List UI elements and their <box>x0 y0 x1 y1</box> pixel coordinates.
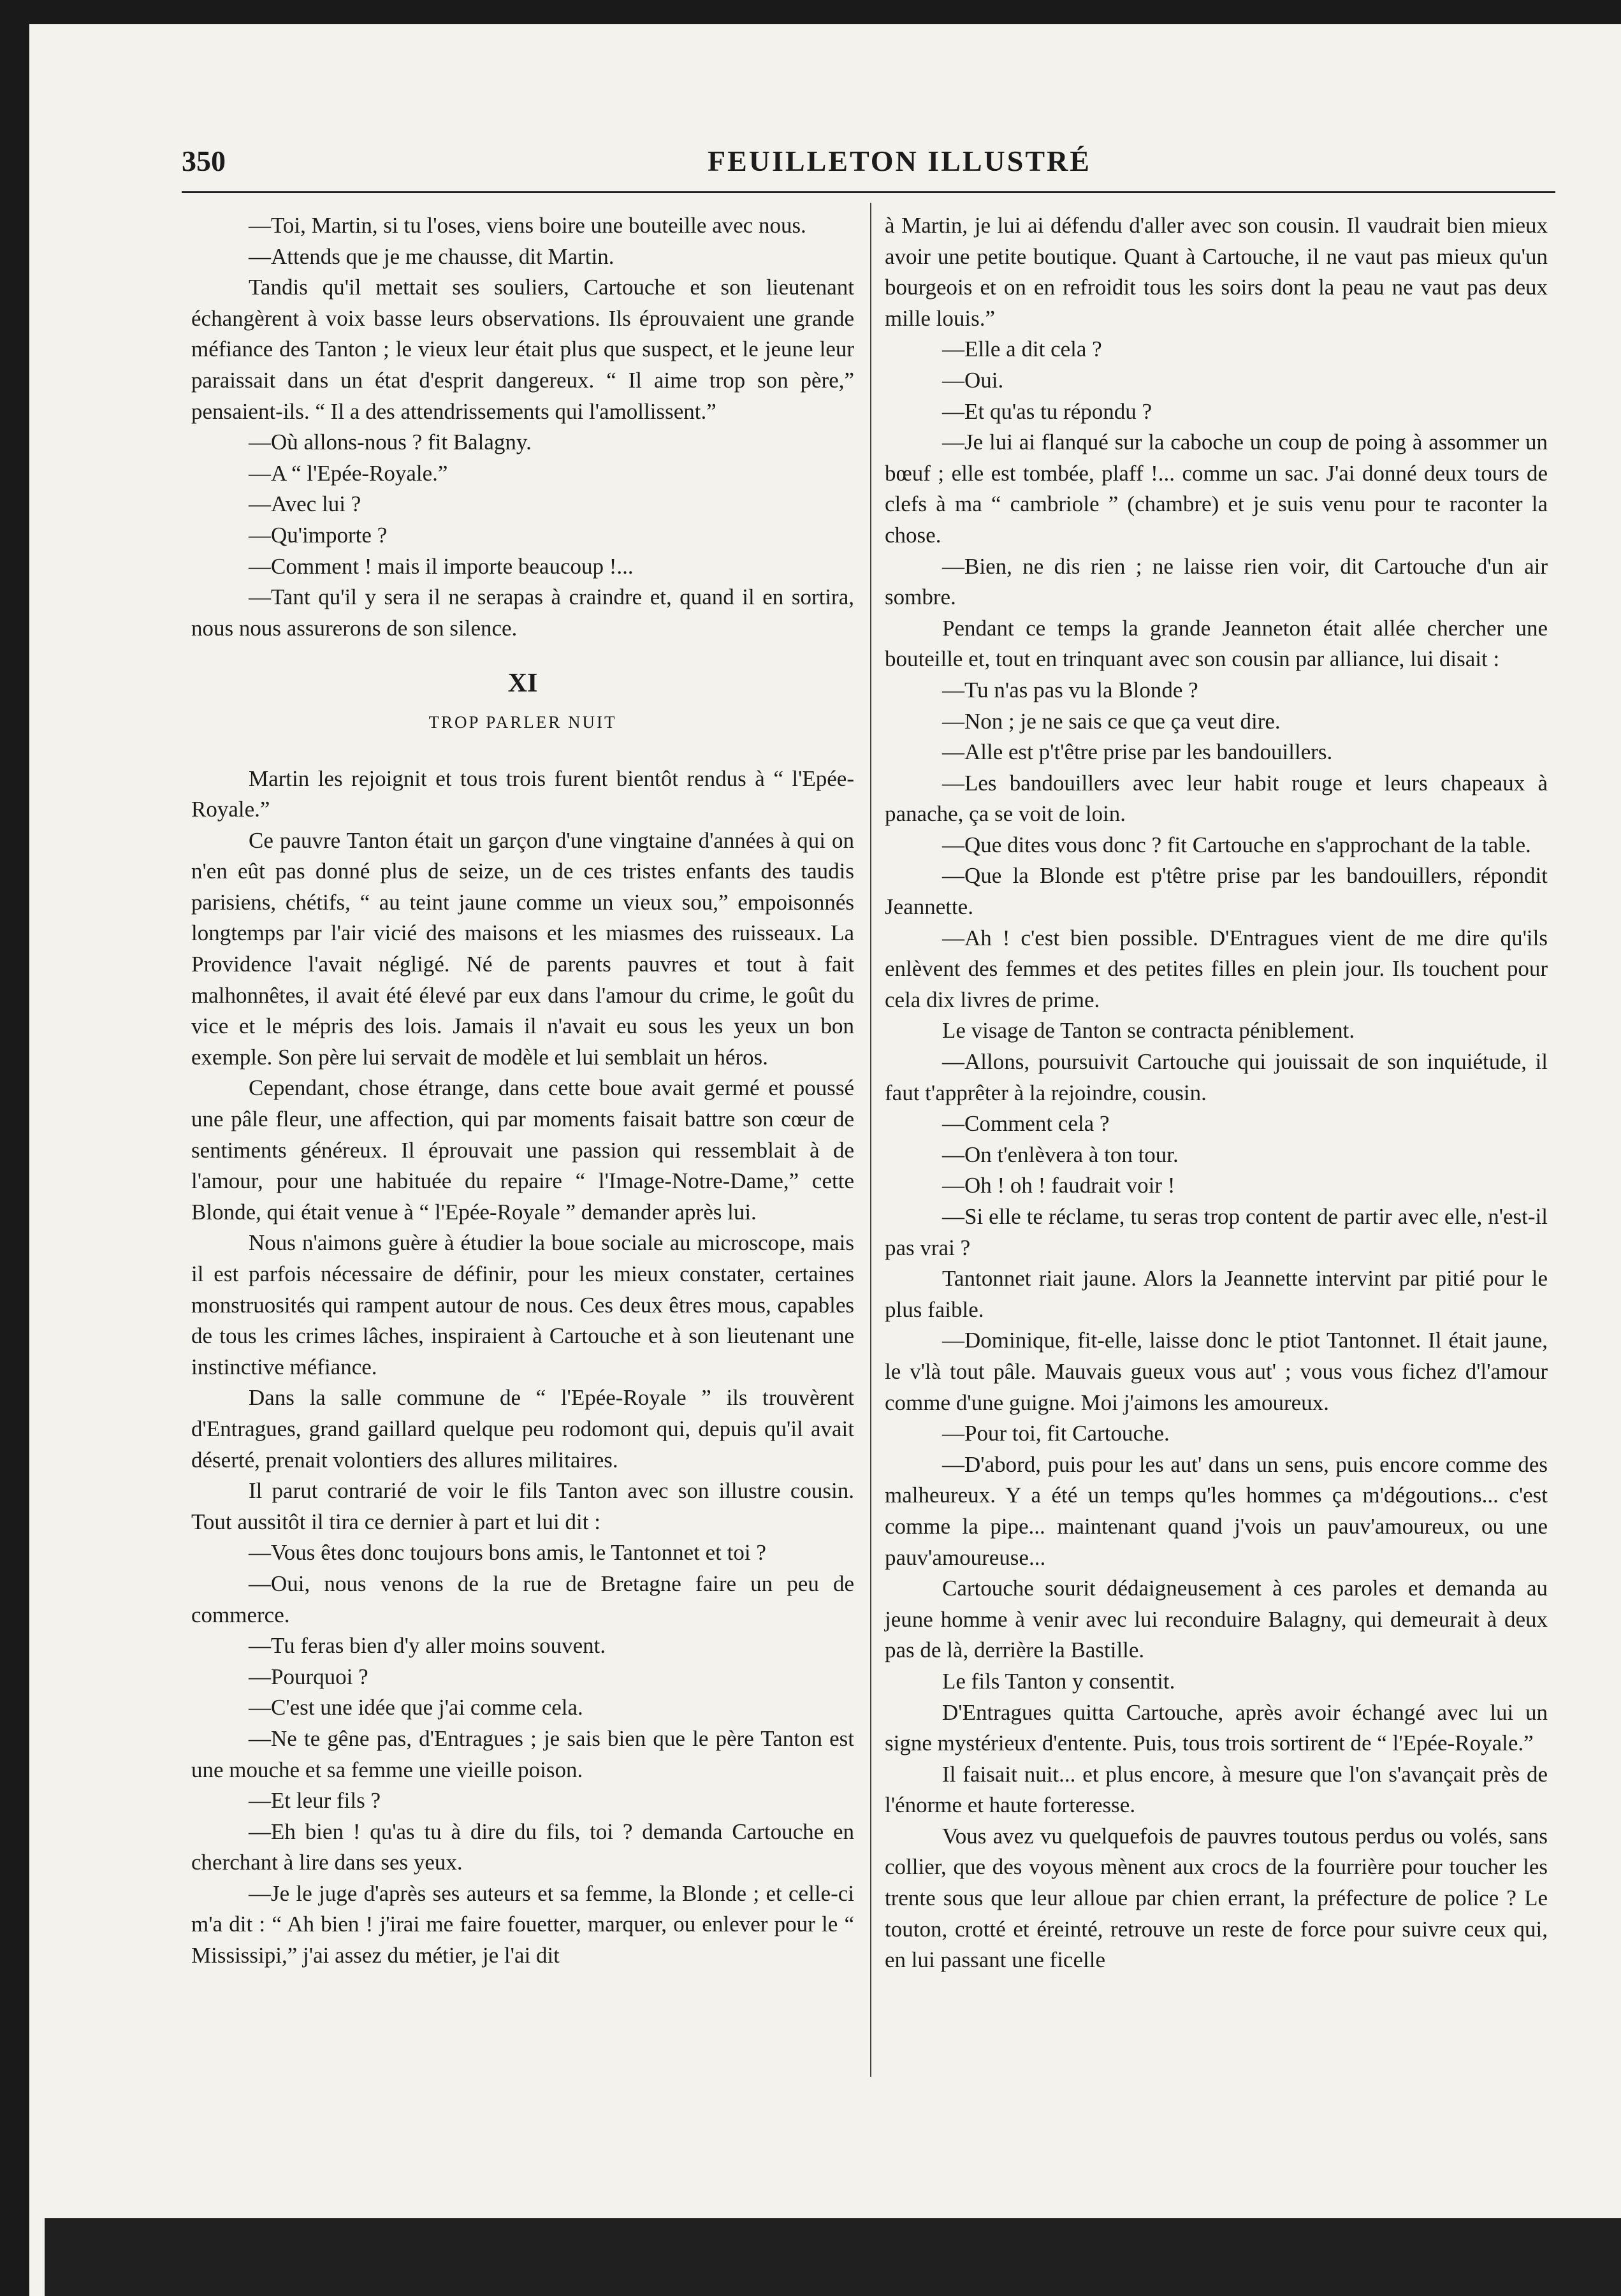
paragraph: —Ah ! c'est bien possible. D'Entragues vient de me dire qu'ils enlèvent des femmes et des petites filles en plein jour. Ils touchent pour cela dix livres de prime. <box>885 925 1548 1012</box>
paragraph: —Attends que je me chausse, dit Martin. <box>249 243 614 269</box>
paragraph: Martin les rejoignit et tous trois furent bientôt rendus à “ l'Epée-Royale.” <box>191 766 854 822</box>
paragraph: Cartouche sourit dédaigneusement à ces paroles et demanda au jeune homme à venir avec lui reconduire Balagny, qui demeurait à deux pas de là, derrière la Bastille. <box>885 1576 1548 1663</box>
paragraph: Vous avez vu quelquefois de pauvres toutous perdus ou volés, sans collier, que des voyous mènent aux crocs de la fourrière pour toucher les trente sous que leur alloue par chien errant, la préfecture de police ? Le touton, crotté et éreinté, retrouve un reste de force pour suivre ceux qui, en lui passant une ficelle <box>885 1823 1548 1973</box>
paragraph: —Tu feras bien d'y aller moins souvent. <box>249 1633 606 1659</box>
paragraph: —Tu n'as pas vu la Blonde ? <box>942 677 1198 702</box>
page-number: 350 <box>182 145 226 177</box>
left-column <box>191 210 854 1972</box>
running-head: FEUILLETON ILLUSTRÉ <box>708 145 1091 177</box>
scan-top-border <box>0 0 1621 24</box>
paragraph: Il parut contrarié de voir le fils Tanton avec son illustre cousin. Tout aussitôt il tira ce dernier à part et lui dit : <box>191 1478 854 1534</box>
paragraph: Pendant ce temps la grande Jeanneton était allée chercher une bouteille et, tout en trinquant avec son cousin par alliance, lui disait : <box>885 615 1548 672</box>
chapter-number: XI <box>507 669 538 699</box>
paragraph: —D'abord, puis pour les aut' dans un sens, puis encore comme des malheureux. Y a été un temps qu'les hommes ça m'dégoutions... c'est comme la pipe... maintenant quand j'vois un pauv'amoureux, ou une pauv'amoureuse... <box>885 1451 1548 1570</box>
paragraph: —A “ l'Epée-Royale.” <box>249 460 448 486</box>
paragraph: —Que la Blonde est p'têtre prise par les bandouillers, répondit Jeannette. <box>885 863 1548 920</box>
paragraph: —Tant qu'il y sera il ne serapas à craindre et, quand il en sortira, nous nous assurerons de son silence. <box>191 585 854 641</box>
paragraph: Le fils Tanton y consentit. <box>942 1668 1175 1694</box>
paragraph: —C'est une idée que j'ai comme cela. <box>249 1695 583 1720</box>
paragraph: Ce pauvre Tanton était un garçon d'une vingtaine d'années à qui on n'en eût pas donné plus de seize, un de ces tristes enfants des taudis parisiens, chétifs, “ au teint jaune comme un vieux sou,” empoisonnés longtemps par l'air vicié des maisons et les miasmes des ruisseaux. La Providence l'avait négligé. Né de parents pauvres et tout à fait malhonnêtes, il avait été élevé par eux dans l'amour du crime, le goût du vice et le mépris des lois. Jamais il n'avait eu sous les yeux un bon exemple. Son père lui servait de modèle et lui semblait un héros. <box>191 827 854 1070</box>
paragraph: Le visage de Tanton se contracta péniblement. <box>942 1018 1355 1043</box>
paragraph: —Que dites vous donc ? fit Cartouche en s'approchant de la table. <box>942 832 1531 857</box>
paragraph: —Pourquoi ? <box>249 1664 368 1689</box>
right-column <box>885 210 1548 1976</box>
paragraph: —Comment cela ? <box>942 1111 1110 1137</box>
paragraph: —Oh ! oh ! faudrait voir ! <box>942 1173 1175 1198</box>
paragraph: —Allons, poursuivit Cartouche qui jouissait de son inquiétude, il faut t'apprêter à la rejoindre, cousin. <box>885 1049 1548 1105</box>
paragraph: —Vous êtes donc toujours bons amis, le Tantonnet et toi ? <box>249 1540 766 1566</box>
paragraph: —Si elle te réclame, tu seras trop content de partir avec elle, n'est-il pas vrai ? <box>885 1204 1548 1260</box>
scan-left-border <box>0 0 29 2296</box>
paragraph: Nous n'aimons guère à étudier la boue sociale au microscope, mais il est parfois nécessaire de définir, pour les mieux constater, certaines monstruosités qui rampent autour de nous. Ces deux êtres mous, capables de tous les crimes lâches, inspiraient à Cartouche et à son lieutenant une instinctive méfiance. <box>191 1230 854 1379</box>
paragraph: —Alle est p't'être prise par les bandouillers. <box>942 739 1333 765</box>
paragraph: —Toi, Martin, si tu l'oses, viens boire une bouteille avec nous. <box>249 213 806 238</box>
paragraph: —Dominique, fit-elle, laisse donc le ptiot Tantonnet. Il était jaune, le v'là tout pâle. Mauvais gueux vous aut' ; vous vous fichez d'l'amour comme d'une guigne. Moi j'aimons les amoureux. <box>885 1328 1548 1415</box>
paragraph: Tantonnet riait jaune. Alors la Jeannette intervint par pitié pour le plus faible. <box>885 1266 1548 1322</box>
paragraph: D'Entragues quitta Cartouche, après avoir échangé avec lui un signe mystérieux d'entente. Puis, tous trois sortirent de “ l'Epée-Royale.” <box>885 1699 1548 1756</box>
paragraph: —Où allons-nous ? fit Balagny. <box>249 430 532 455</box>
paragraph: —Non ; je ne sais ce que ça veut dire. <box>942 708 1281 734</box>
paragraph: Il faisait nuit... et plus encore, à mesure que l'on s'avançait près de l'énorme et haute forteresse. <box>885 1761 1548 1818</box>
paragraph: —Les bandouillers avec leur habit rouge et leurs chapeaux à panache, ça se voit de loin. <box>885 770 1548 827</box>
paragraph: —Comment ! mais il importe beaucoup !... <box>249 553 634 579</box>
paragraph: —Qu'importe ? <box>249 522 388 548</box>
column-divider <box>870 203 871 2077</box>
paragraph: —Oui, nous venons de la rue de Bretagne faire un peu de commerce. <box>191 1571 854 1627</box>
paragraph: Cependant, chose étrange, dans cette boue avait germé et poussé une pâle fleur, une affection, qui par moments faisait battre son cœur de sentiments généreux. Il éprouvait une passion qui ressemblait à de l'amour, pour une habituée du repaire “ l'Image-Notre-Dame,” cette Blonde, qui était venue à “ l'Epée-Royale ” demander après lui. <box>191 1075 854 1224</box>
paragraph: —Je lui ai flanqué sur la caboche un coup de poing à assommer un bœuf ; elle est tombée, plaff !... comme un sac. J'ai donné deux tours de clefs à ma “ cambriole ” (chambre) et je suis venu pour te raconter la chose. <box>885 430 1548 548</box>
paragraph: à Martin, je lui ai défendu d'aller avec son cousin. Il vaudrait bien mieux avoir une petite boutique. Quant à Cartouche, il ne vaut pas mieux qu'un bourgeois et on en refroidit tous les soirs dont la peau ne vaut pas deux mille louis.” <box>885 213 1548 331</box>
paragraph: —Avec lui ? <box>249 491 361 517</box>
paragraph: —Eh bien ! qu'as tu à dire du fils, toi ? demanda Cartouche en cherchant à lire dans ses yeux. <box>191 1819 854 1875</box>
paragraph: —Oui. <box>942 367 1004 393</box>
paragraph: —Et leur fils ? <box>249 1788 381 1813</box>
paragraph: —Pour toi, fit Cartouche. <box>942 1421 1170 1446</box>
scan-bottom-border <box>45 2218 1621 2296</box>
chapter-title: TROP PARLER NUIT <box>428 712 617 732</box>
header-rule <box>182 191 1555 193</box>
paragraph: —Bien, ne dis rien ; ne laisse rien voir, dit Cartouche d'un air sombre. <box>885 553 1548 610</box>
paragraph: —Ne te gêne pas, d'Entragues ; je sais bien que le père Tanton est une mouche et sa femme une vieille poison. <box>191 1726 854 1782</box>
paragraph: —Elle a dit cela ? <box>942 337 1102 362</box>
paragraph: —Je le juge d'après ses auteurs et sa femme, la Blonde ; et celle-ci m'a dit : “ Ah bien ! j'irai me faire fouetter, marquer, ou enlever pour le “ Mississipi,” j'ai assez du métier, je l'ai dit <box>191 1880 854 1968</box>
paragraph: —On t'enlèvera à ton tour. <box>942 1142 1179 1167</box>
paragraph: Tandis qu'il mettait ses souliers, Cartouche et son lieutenant échangèrent à voix basse leurs observations. Ils éprouvaient une grande méfiance des Tanton ; le vieux leur était plus que suspect, et le jeune leur paraissait dans un état d'esprit dangereux. “ Il aime trop son père,” pensaient-ils. “ Il a des attendrissements qui l'amollissent.” <box>191 275 854 424</box>
paragraph: Dans la salle commune de “ l'Epée-Royale ” ils trouvèrent d'Entragues, grand gaillard quelque peu rodomont qui, depuis qu'il avait déserté, prenait volontiers des allures militaires. <box>191 1385 854 1472</box>
paragraph: —Et qu'as tu répondu ? <box>942 398 1152 424</box>
